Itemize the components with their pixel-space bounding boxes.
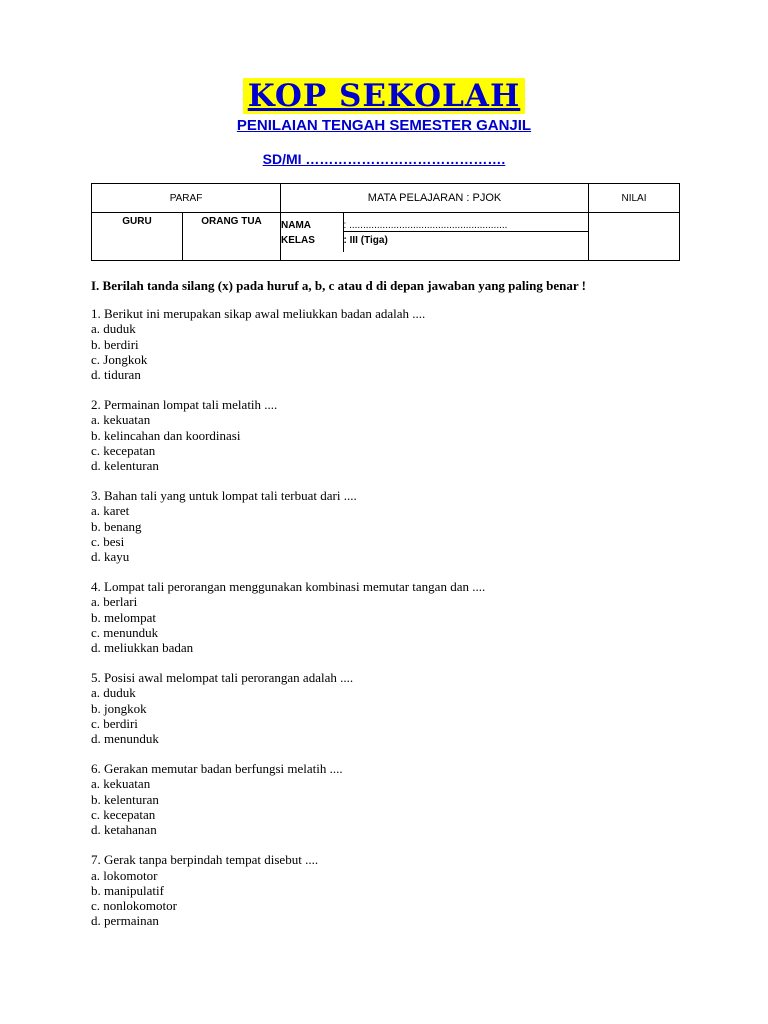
answer-option[interactable]: b. kelenturan (91, 791, 159, 807)
student-identity-cell (281, 213, 589, 261)
answer-option[interactable]: c. kecepatan (91, 442, 156, 458)
question-text: 1. Berikut ini merupakan sikap awal meliukkan badan adalah .... (91, 306, 426, 322)
answer-option[interactable]: d. meliukkan badan (91, 640, 194, 656)
answer-option[interactable]: b. manipulatif (91, 882, 164, 898)
answer-option[interactable]: c. menunduk (91, 624, 159, 640)
answer-option[interactable]: b. kelincahan dan koordinasi (91, 427, 241, 443)
question-item (91, 488, 691, 564)
question-item (91, 306, 691, 382)
answer-option[interactable]: d. ketahanan (91, 822, 157, 838)
student-info-table (91, 183, 680, 261)
question-item (91, 397, 691, 473)
answer-option[interactable]: c. kecepatan (91, 806, 156, 822)
answer-option[interactable]: c. besi (91, 533, 125, 549)
answer-option[interactable]: b. benang (91, 518, 142, 534)
subject-header: MATA PELAJARAN : PJOK (281, 184, 589, 213)
answer-option[interactable]: a. lokomotor (91, 867, 158, 883)
nilai-score-cell[interactable] (589, 213, 680, 261)
paraf-header: PARAF (92, 184, 281, 213)
answer-option[interactable]: a. kekuatan (91, 412, 151, 428)
answer-option[interactable]: d. kayu (91, 549, 130, 565)
question-text: 4. Lompat tali perorangan menggunakan kombinasi memutar tangan dan .... (91, 579, 486, 595)
school-name-line: SD/MI ……………………………………. (262, 151, 506, 167)
answer-option[interactable]: c. Jongkok (91, 351, 148, 367)
answer-option[interactable]: d. permainan (91, 913, 159, 929)
question-list (91, 306, 691, 928)
answer-option[interactable]: d. menunduk (91, 731, 159, 747)
kelas-value: : III (Tiga) (343, 232, 588, 253)
question-text: 3. Bahan tali yang untuk lompat tali terbuat dari .... (91, 488, 357, 504)
answer-option[interactable]: b. melompat (91, 609, 156, 625)
answer-option[interactable]: a. berlari (91, 594, 138, 610)
question-item (91, 761, 691, 837)
school-letterhead (0, 78, 768, 114)
answer-option[interactable]: d. tiduran (91, 367, 141, 383)
nama-field[interactable]: : ......................................................... (343, 220, 508, 231)
guru-signature-cell[interactable]: GURU (92, 213, 183, 261)
answer-option[interactable]: b. berdiri (91, 336, 139, 352)
answer-option[interactable]: c. nonlokomotor (91, 897, 177, 913)
kop-sekolah-title: KOP SEKOLAH (243, 78, 526, 114)
answer-option[interactable]: d. kelenturan (91, 458, 159, 474)
question-item (91, 579, 691, 655)
answer-option[interactable]: a. kekuatan (91, 776, 151, 792)
question-text: 2. Permainan lompat tali melatih .... (91, 397, 278, 413)
exam-subtitle: PENILAIAN TENGAH SEMESTER GANJIL (236, 117, 532, 134)
kelas-label: KELAS (281, 232, 343, 253)
orang-tua-signature-cell[interactable]: ORANG TUA (183, 213, 281, 261)
answer-option[interactable]: c. berdiri (91, 715, 138, 731)
answer-option[interactable]: a. duduk (91, 685, 136, 701)
question-text: 5. Posisi awal melompat tali perorangan adalah .... (91, 670, 354, 686)
answer-option[interactable]: a. karet (91, 503, 130, 519)
nilai-header: NILAI (589, 184, 680, 213)
question-text: 7. Gerak tanpa berpindah tempat disebut .... (91, 852, 319, 868)
question-item (91, 852, 691, 928)
answer-option[interactable]: a. duduk (91, 321, 136, 337)
question-text: 6. Gerakan memutar badan berfungsi melatih .... (91, 761, 343, 777)
nama-label: NAMA (281, 213, 343, 232)
question-item (91, 670, 691, 746)
answer-option[interactable]: b. jongkok (91, 700, 147, 716)
question-section (91, 278, 691, 943)
instruction-text: I. Berilah tanda silang (x) pada huruf a, b, c atau d di depan jawaban yang paling benar ! (91, 278, 586, 293)
